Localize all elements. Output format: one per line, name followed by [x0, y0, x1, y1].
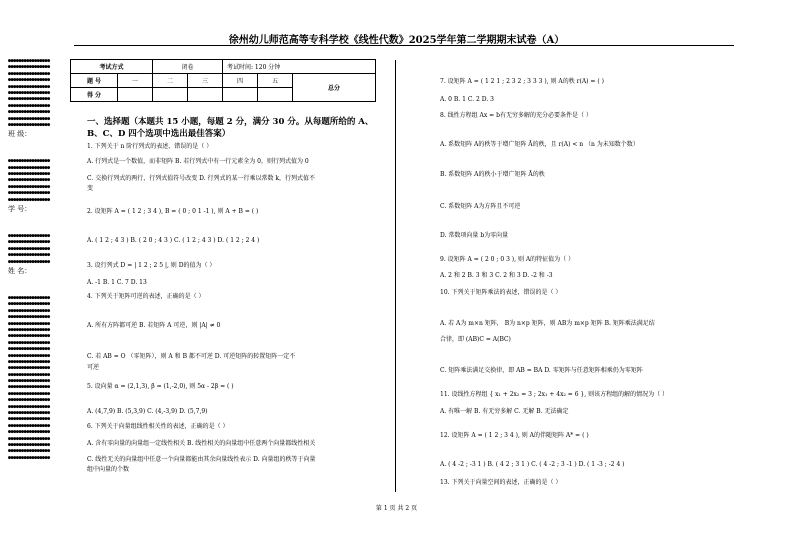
question-line: A. 2 和 2 B. 3 和 3 C. 2 和 3 D. -2 和 -3 — [440, 272, 553, 279]
question-line: 10. 下列关于矩阵乘法的表述，错误的是（ ） — [440, 289, 562, 296]
question-line: C. 若 AB = O （零矩阵），则 A 和 B 都不可逆 D. 可逆矩阵的转置矩阵一定不 — [87, 353, 296, 360]
score-cell-1 — [118, 88, 153, 102]
question-line: A. 有唯一解 B. 有无穷多解 C. 无解 B. 无法确定 — [440, 408, 569, 415]
question-line: C. 系数矩阵 A为方阵且不可逆 — [440, 203, 521, 210]
question-line: A. 0 B. 1 C. 2 D. 3 — [440, 96, 494, 103]
score-cell-5 — [258, 88, 293, 102]
question-line: 可逆 — [87, 364, 100, 371]
question-line: A. 系数矩阵 A的秩等于增广矩阵 Ā的秩，且 r(A) < n （n 为未知数个数） — [440, 141, 639, 148]
question-line: A. 若 A为 m×n 矩阵， B为 n×p 矩阵，则 AB为 m×p 矩阵 B. 矩阵乘法满足结 — [440, 320, 655, 327]
question-line: 4. 下列关于矩阵可逆的表述，正确的是（ ） — [87, 293, 205, 300]
question-line: 3. 设行列式 D = | 1 2 ; 2 5 |, 则 D的值为（ ） — [87, 262, 216, 269]
title-rule — [74, 45, 734, 46]
question-line: 1. 下列关于 n 阶行列式的表述，错误的是（ ） — [87, 143, 213, 150]
col-2: 二 — [153, 74, 188, 88]
total-label: 总分 — [293, 74, 376, 102]
question-line: 8. 线性方程组 Ax = b有无穷多解的充分必要条件是（ ） — [440, 112, 592, 119]
score-cell-4 — [223, 88, 258, 102]
class-label: 班 级： — [8, 130, 32, 139]
binding-margin: ●●●●●●●●●●●●●●●● ●●●●●●●●●●●●●●●● ●●●●●●●●●●●●●●●● ●●●●●●●●●●●●●●●● ●●●●●●●●●●●●●●●● ●●●●●●●●●●●●●●●● ●●●●●●●●●●●●●●●● ●●●●●●●●●●●●●●●● ●●●●●●●●●●●●●●●● ●●●●●●●●●●●●●●●● ●●●●●●●●●●●●●●●● 班 级： ●●●●●●●●●●●●●●●● ●●●●●●●●●●●●●●●● ●●●●●●●●●●●●●●●● ●●●●●●●●●●●●●●●● ●●●●●●●●●●●●●●●● ●●●●●●●●●●●●●●●● ●●●●●●●●●●●●●●●● 学 号： ●●●●●●●●●●●●●●●● ●●●●●●●●●●●●●●●● ●●●●●●●●●●●●●●●● ●●●●●●●●●●●●●●●● ●●●●●●●●●●●●●●●● 姓 名： ●●●●●●●●●●●●●●●● ●●●●●●●●●●●●●●●● ●●●●●●●●●●●●●●●● ●●●●●●●●●●●●●●●● ●●●●●●●●●●●●●●●● ●●●●●●●●●●●●●●●● ●●●●●●●●●●●●●●●● ●●●●●●●●●●●●●●●● ●●●●●●●●●●●●●●●● ●●●●●●●●●●●●●●●● ●●●●●●●●●●●●●●●● ●●●●●●●●●●●●●●●● ●●●●●●●●●●●●●●●● ●●●●●●●●●●●●●●●● ●●●●●●●●●●●●●●●● ●●●●●●●●●●●●●●●● ●●●●●●●●●●●●●●●● ●●●●●●●●●●●●●●●● ●●●●●●●●●●●●●●●● ●●●●●●●●●●●●●●●● ●●●●●●●●●●●●●●●● ●●●●●●●●●●●●●●●● ●●●●●●●●●●●●●●●● ●●●●●●●●●●●●●●●● ●●●●●●●●●●●●●●●● ●●●●●●●●●●●●●●●● — [8, 58, 56, 461]
question-line: A. 含有零向量的向量组一定线性相关 B. 线性相关的向量组中任意两个向量都线性相关 — [87, 440, 316, 447]
exam-time: 考试时间: 120 分钟 — [223, 60, 376, 74]
exam-method-label: 考试方式 — [71, 60, 153, 74]
question-line: 2. 设矩阵 A = ( 1 2 ; 3 4 ), B = ( 0 ; 0 1 -1 ), 则 A + B = ( ) — [87, 208, 259, 215]
question-line: A. 所有方阵都可逆 B. 若矩阵 A 可逆，则 |A| ≠ 0 — [87, 322, 221, 329]
question-line: 13. 下列关于向量空间的表述，正确的是（ ） — [440, 479, 562, 486]
question-line: B. 系数矩阵 A的秩小于增广矩阵 Ā的秩 — [440, 171, 545, 178]
question-line: D. 常数项向量 b为零向量 — [440, 232, 509, 239]
question-line: 5. 设向量 α = (2,1,3), β = (1,-2,0), 则 5α - 2β = ( ) — [87, 383, 234, 390]
score-table — [70, 59, 376, 102]
question-line: 11. 设线性方程组 { x₁ + 2x₂ = 3 ; 2x₁ + 4x₂ = 6 }, 则该方程组的解的情况为（ ） — [440, 391, 668, 398]
score-label: 得 分 — [71, 88, 118, 102]
question-line: 变 — [87, 185, 94, 192]
exam-method-value: 闭卷 — [153, 60, 223, 74]
question-line: 合律，即 (AB)C = A(BC) — [440, 336, 511, 343]
question-line: 6. 下列关于向量组线性相关性的表述，正确的是（ ） — [87, 423, 229, 430]
question-line: A. ( 4 -2 ; -3 1 ) B. ( 4 2 ; 3 1 ) C. ( 4 -2 ; 3 -1 ) D. ( 1 -3 ; -2 4 ) — [440, 461, 625, 468]
col-1: 一 — [118, 74, 153, 88]
question-line: 组中向量的个数 — [87, 466, 130, 473]
col-4: 四 — [223, 74, 258, 88]
page-footer: 第 1 页 共 2 页 — [375, 505, 418, 512]
column-divider — [395, 60, 396, 492]
question-line: 12. 设矩阵 A = ( 1 2 ; 3 4 ), 则 A的伴随矩阵 A* = ( ) — [440, 432, 589, 439]
name-label: 姓 名： — [8, 266, 32, 275]
question-no-label: 题 号 — [71, 74, 118, 88]
score-cell-2 — [153, 88, 188, 102]
score-cell-3 — [188, 88, 223, 102]
student-id-label: 学 号： — [8, 205, 32, 214]
page-title: 徐州幼儿师范高等专科学校《线性代数》2025学年第二学期期末试卷（A） — [228, 35, 565, 46]
question-line: C. 线性无关的向量组中任意一个向量都能由其余向量线性表示 D. 向量组的秩等于向量 — [87, 456, 316, 463]
question-line: 9. 设矩阵 A = ( 2 0 ; 0 3 ), 则 A的特征值为（ ） — [440, 256, 575, 263]
question-line: C. 交换行列式的两行，行列式值符号改变 D. 行列式的某一行乘以常数 k，行列式值不 — [87, 175, 316, 182]
question-line: A. -1 B. 1 C. 7 D. 13 — [87, 279, 147, 286]
section-heading: 一、选择题（本题共 15 小题，每题 2 分，满分 30 分。从每题所给的 A、B、C、D 四个选项中选出最佳答案） — [87, 117, 374, 139]
question-line: C. 矩阵乘法满足交换律，即 AB = BA D. 零矩阵与任意矩阵相乘仍为零矩阵 — [440, 367, 643, 374]
question-line: A. (4,7,9) B. (5,3,9) C. (4,-3,9) D. (5,7,9) — [87, 408, 208, 415]
col-3: 三 — [188, 74, 223, 88]
question-line: A. ( 1 2 ; 4 3 ) B. ( 2 0 ; 4 3 ) C. ( 1 2 ; 4 3 ) D. ( 1 2 ; 2 4 ) — [87, 237, 260, 244]
question-line: 7. 设矩阵 A = ( 1 2 1 ; 2 3 2 ; 3 3 3 ), 则 A的秩 r(A) = ( ) — [440, 78, 604, 85]
col-5: 五 — [258, 74, 293, 88]
question-line: A. 行列式是一个数值，而非矩阵 B. 若行列式中有一行元素全为 0，则行列式值为 0 — [87, 158, 309, 165]
